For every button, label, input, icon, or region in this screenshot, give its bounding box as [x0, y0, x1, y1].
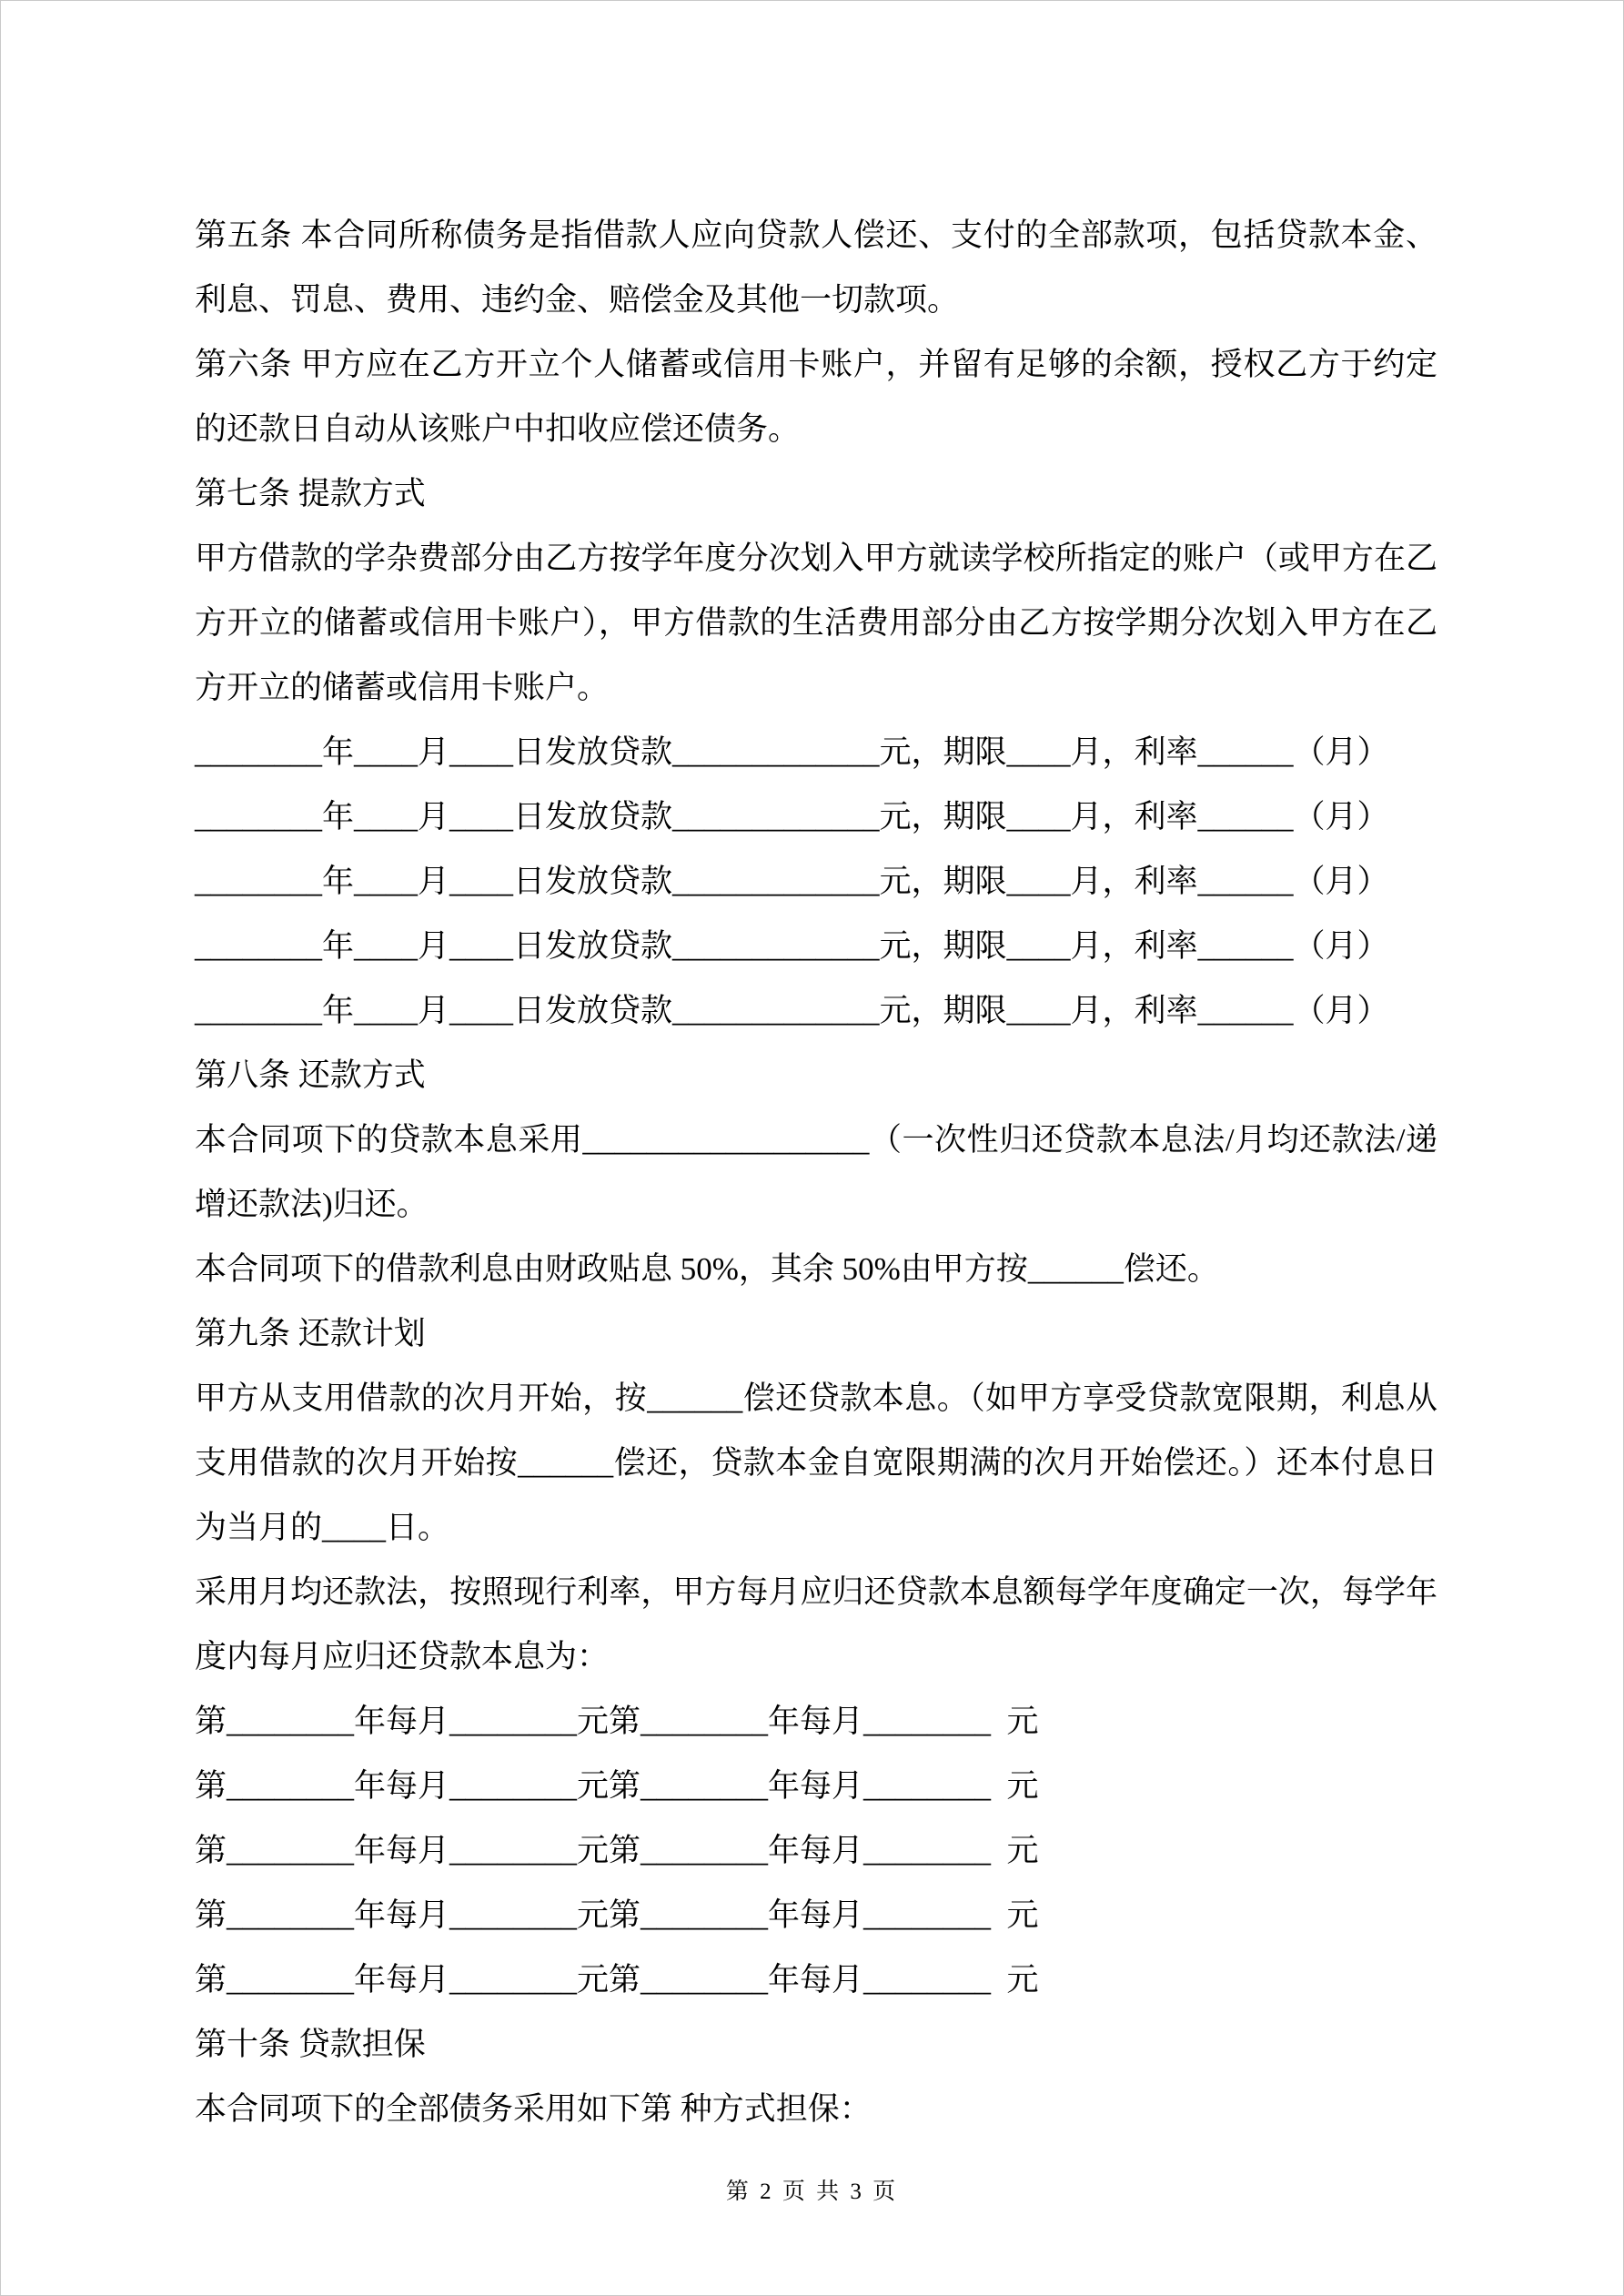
article-5-text: 第五条 本合同所称债务是指借款人应向贷款人偿还、支付的全部款项，包括贷款本金、利息、罚息、费用、违约金、赔偿金及其他一切款项。	[195, 217, 1437, 318]
loan-disbursement-line-2: ________年____月____日发放贷款_____________元，期限____月，利率______（月）	[195, 799, 1389, 834]
article-7-title: 第七条 提款方式	[195, 476, 426, 511]
annual-repayment-line-1: 第________年每月________元第________年每月________ 元	[195, 1704, 1039, 1739]
loan-disbursement-line-5: ________年____月____日发放贷款_____________元，期限____月，利率______（月）	[195, 993, 1389, 1028]
article-8-title: 第八条 还款方式	[195, 1057, 426, 1093]
article-6-text: 第六条 甲方应在乙方开立个人储蓄或信用卡账户，并留有足够的余额，授权乙方于约定的还款日自动从该账户中扣收应偿还债务。	[195, 347, 1437, 447]
article-7-body: 甲方借款的学杂费部分由乙方按学年度分次划入甲方就读学校所指定的账户（或甲方在乙方开立的储蓄或信用卡账户），甲方借款的生活费用部分由乙方按学期分次划入甲方在乙方开立的储蓄或信用卡账户。	[195, 541, 1437, 705]
article-9-repayment-plan-text: 甲方从支用借款的次月开始，按______偿还贷款本息。（如甲方享受贷款宽限期，利息从支用借款的次月开始按______偿还，贷款本金自宽限期满的次月开始偿还。）还本付息日为当月的____日。	[195, 1381, 1437, 1545]
article-9-monthly-repayment-intro: 采用月均还款法，按照现行利率，甲方每月应归还贷款本息额每学年度确定一次，每学年度内每月应归还贷款本息为：	[195, 1574, 1437, 1674]
loan-disbursement-line-1: ________年____月____日发放贷款_____________元，期限____月，利率______（月）	[195, 734, 1389, 770]
article-10-title: 第十条 贷款担保	[195, 2027, 426, 2062]
article-9-title: 第九条 还款计划	[195, 1316, 426, 1351]
loan-disbursement-line-4: ________年____月____日发放贷款_____________元，期限____月，利率______（月）	[195, 928, 1389, 964]
loan-disbursement-line-3: ________年____月____日发放贷款_____________元，期限____月，利率______（月）	[195, 864, 1389, 899]
annual-repayment-line-4: 第________年每月________元第________年每月________ 元	[195, 1897, 1039, 1933]
article-8-repayment-method-text: 本合同项下的贷款本息采用__________________（一次性归还贷款本息法/月均还款法/递增还款法)归还。	[195, 1122, 1437, 1222]
annual-repayment-line-3: 第________年每月________元第________年每月________ 元	[195, 1833, 1039, 1868]
page-footer: 第 2 页 共 3 页	[725, 2180, 899, 2204]
annual-repayment-line-2: 第________年每月________元第________年每月________ 元	[195, 1768, 1039, 1804]
annual-repayment-line-5: 第________年每月________元第________年每月________ 元	[195, 1962, 1039, 1998]
article-8-interest-subsidy-text: 本合同项下的借款利息由财政贴息 50%，其余 50%由甲方按______偿还。	[195, 1251, 1219, 1287]
article-10-guarantee-text: 本合同项下的全部债务采用如下第 种方式担保：	[195, 2091, 872, 2127]
